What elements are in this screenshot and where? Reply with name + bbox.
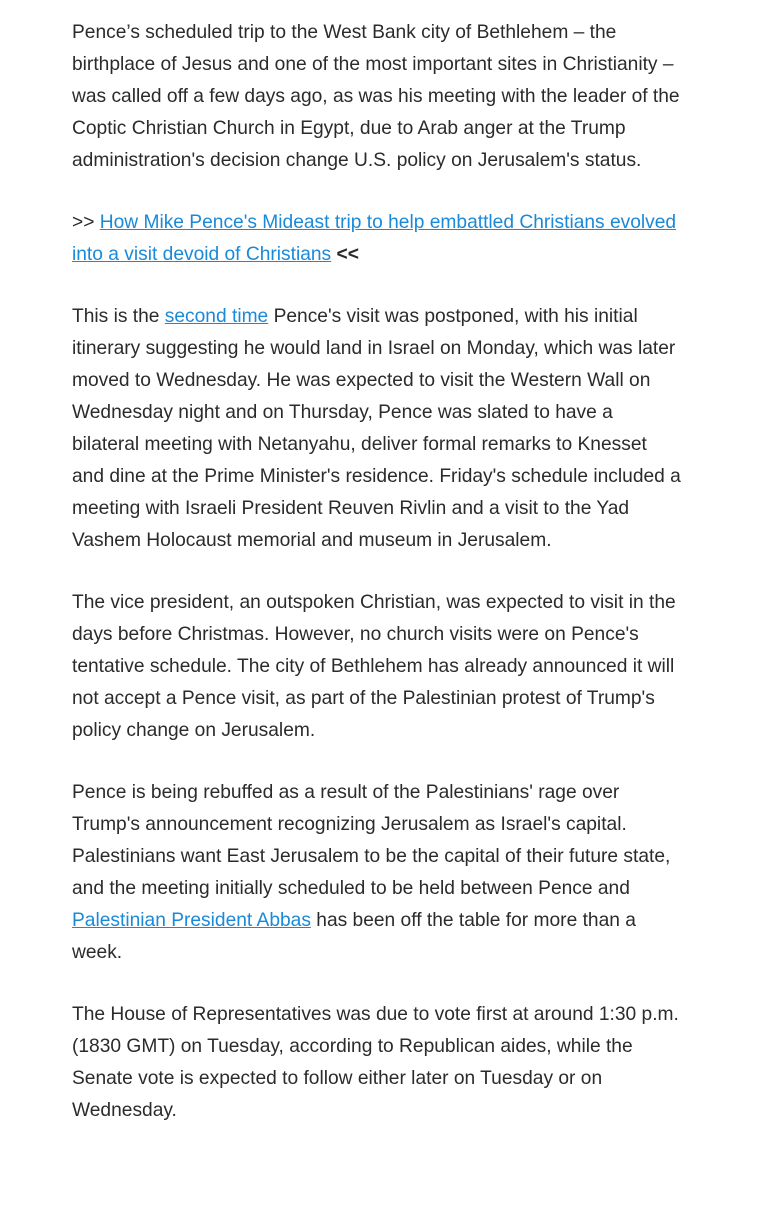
paragraph-related-link [72,207,682,271]
related-link-prefix: >> [72,212,100,233]
rebuffed-text-after: has been off the table for more than a week. [72,910,636,963]
rebuffed-text-before: Pence is being rebuffed as a result of the Palestinians' rage over Trump's announcement recognizing Jerusalem as Israel's capital. Palestinians want East Jerusalem to be the capital of their future state, and the meeting initially scheduled to be held between Pence and [72,782,671,899]
paragraph-house-vote: The House of Representatives was due to vote first at around 1:30 p.m. (1830 GMT) on Tuesday, according to Republican aides, while the Senate vote is expected to follow either later on Tuesday or on Wednesday. [72,1004,679,1121]
related-article-link[interactable]: How Mike Pence's Mideast trip to help embattled Christians evolved into a visit devoid of Christians [72,212,677,265]
article-body [72,17,682,1157]
second-time-link[interactable]: second time [164,306,269,327]
related-link-suffix: << [331,244,359,265]
paragraph-christmas-visit: The vice president, an outspoken Christian, was expected to visit in the days before Christmas. However, no church visits were on Pence's tentative schedule. The city of Bethlehem has already announced it will not accept a Pence visit, as part of the Palestinian protest of Trump's policy change on Jerusalem. [72,592,676,741]
postponed-text-before: This is the [72,306,165,327]
abbas-link[interactable]: Palestinian President Abbas [72,910,311,931]
paragraph-rebuffed [72,777,682,969]
paragraph-bethlehem-trip: Pence’s scheduled trip to the West Bank city of Bethlehem – the birthplace of Jesus and one of the most important sites in Christianity – was called off a few days ago, as was his meeting with the leader of the Coptic Christian Church in Egypt, due to Arab anger at the Trump administration's decision change U.S. policy on Jerusalem's status. [72,22,680,171]
paragraph-postponed-visit [72,301,682,557]
postponed-text-after: Pence's visit was postponed, with his initial itinerary suggesting he would land in Israel on Monday, which was later moved to Wednesday. He was expected to visit the Western Wall on Wednesday night and on Thursday, Pence was slated to have a bilateral meeting with Netanyahu, deliver formal remarks to Knesset and dine at the Prime Minister's residence. Friday's schedule included a meeting with Israeli President Reuven Rivlin and a visit to the Yad Vashem Holocaust memorial and museum in Jerusalem. [72,306,681,551]
